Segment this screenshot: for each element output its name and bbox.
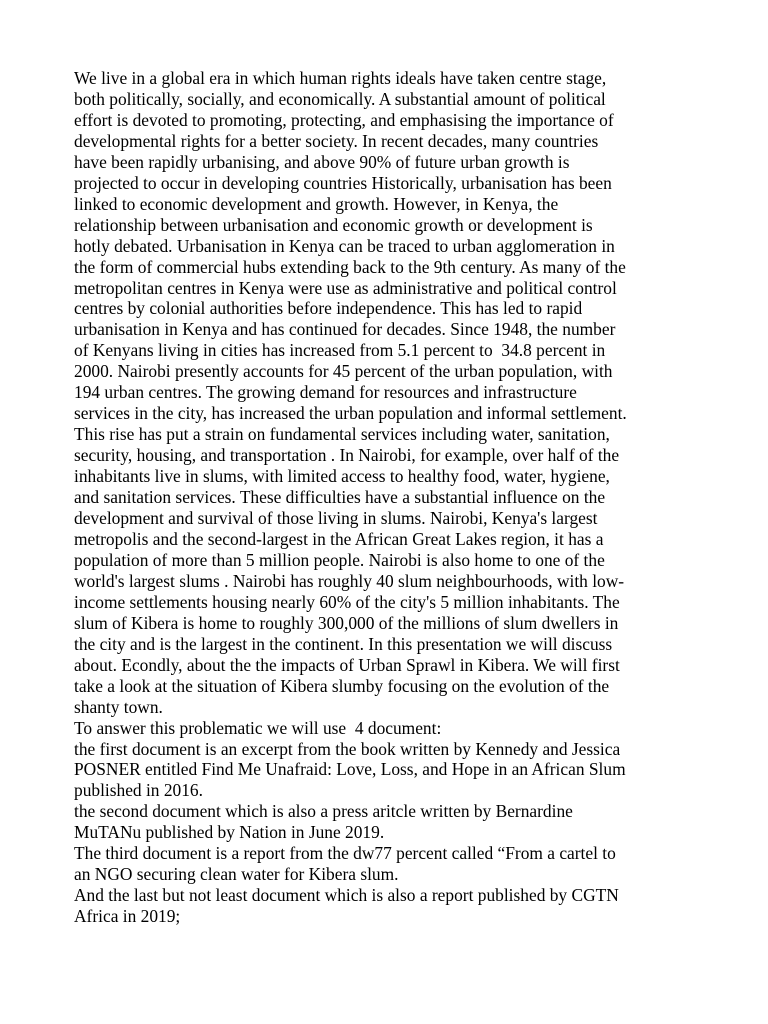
text-line: world's largest slums . Nairobi has roughly 40 slum neighbourhoods, with low- <box>74 570 625 591</box>
text-line: developmental rights for a better society. In recent decades, many countries <box>74 130 599 151</box>
text-line: have been rapidly urbanising, and above 90% of future urban growth is <box>74 151 570 172</box>
text-line: To answer this problematic we will use 4 document: <box>74 717 442 738</box>
text-line: urbanisation in Kenya and has continued for decades. Since 1948, the number <box>74 319 616 340</box>
text-line: inhabitants live in slums, with limited access to healthy food, water, hygiene, <box>74 466 610 487</box>
text-line: take a look at the situation of Kibera slumby focusing on the evolution of the <box>74 675 610 696</box>
text-line: development and survival of those living in slums. Nairobi, Kenya's largest <box>74 508 598 529</box>
text-line: hotly debated. Urbanisation in Kenya can be traced to urban agglomeration in <box>74 235 615 256</box>
text-line: shanty town. <box>74 696 163 717</box>
text-line: Africa in 2019; <box>74 906 181 927</box>
text-line: the city and is the largest in the continent. In this presentation we will discuss <box>74 633 613 654</box>
text-line: 2000. Nairobi presently accounts for 45 percent of the urban population, with <box>74 361 613 382</box>
text-line: and sanitation services. These difficulties have a substantial influence on the <box>74 487 606 508</box>
text-line: metropolitan centres in Kenya were use as administrative and political control <box>74 277 617 298</box>
text-line: of Kenyans living in cities has increased from 5.1 percent to 34.8 percent in <box>74 340 606 361</box>
document-body <box>74 68 694 927</box>
text-line: 194 urban centres. The growing demand for resources and infrastructure <box>74 382 577 403</box>
text-line: POSNER entitled Find Me Unafraid: Love, Loss, and Hope in an African Slum <box>74 759 626 780</box>
text-line: relationship between urbanisation and economic growth or development is <box>74 214 593 235</box>
text-line: We live in a global era in which human rights ideals have taken centre stage, <box>74 68 607 88</box>
text-line: centres by colonial authorities before independence. This has led to rapid <box>74 298 583 319</box>
text-line: projected to occur in developing countries Historically, urbanisation has been <box>74 172 612 193</box>
text-line: the first document is an excerpt from the book written by Kennedy and Jessica <box>74 738 621 759</box>
text-line: services in the city, has increased the urban population and informal settlement. <box>74 403 627 424</box>
text-line: published in 2016. <box>74 780 203 801</box>
text-line: the second document which is also a press aritcle written by Bernardine <box>74 801 573 822</box>
text-line: The third document is a report from the dw77 percent called “From a cartel to <box>74 843 616 864</box>
text-line: slum of Kibera is home to roughly 300,000 of the millions of slum dwellers in <box>74 612 619 633</box>
text-line: both politically, socially, and economically. A substantial amount of political <box>74 88 606 109</box>
text-line: an NGO securing clean water for Kibera slum. <box>74 864 399 885</box>
text-line: linked to economic development and growth. However, in Kenya, the <box>74 193 559 214</box>
text-line: population of more than 5 million people. Nairobi is also home to one of the <box>74 549 605 570</box>
text-line: MuTANu published by Nation in June 2019. <box>74 822 385 843</box>
text-line: metropolis and the second-largest in the African Great Lakes region, it has a <box>74 528 604 549</box>
text-line: income settlements housing nearly 60% of the city's 5 million inhabitants. The <box>74 591 620 612</box>
text-line: security, housing, and transportation . In Nairobi, for example, over half of the <box>74 445 620 466</box>
text-line: And the last but not least document which is also a report published by CGTN <box>74 885 619 906</box>
text-line: effort is devoted to promoting, protecting, and emphasising the importance of <box>74 109 614 130</box>
text-line: This rise has put a strain on fundamental services including water, sanitation, <box>74 424 610 445</box>
text-line: the form of commercial hubs extending back to the 9th century. As many of the <box>74 256 626 277</box>
text-line: about. Econdly, about the the impacts of Urban Sprawl in Kibera. We will first <box>74 654 620 675</box>
